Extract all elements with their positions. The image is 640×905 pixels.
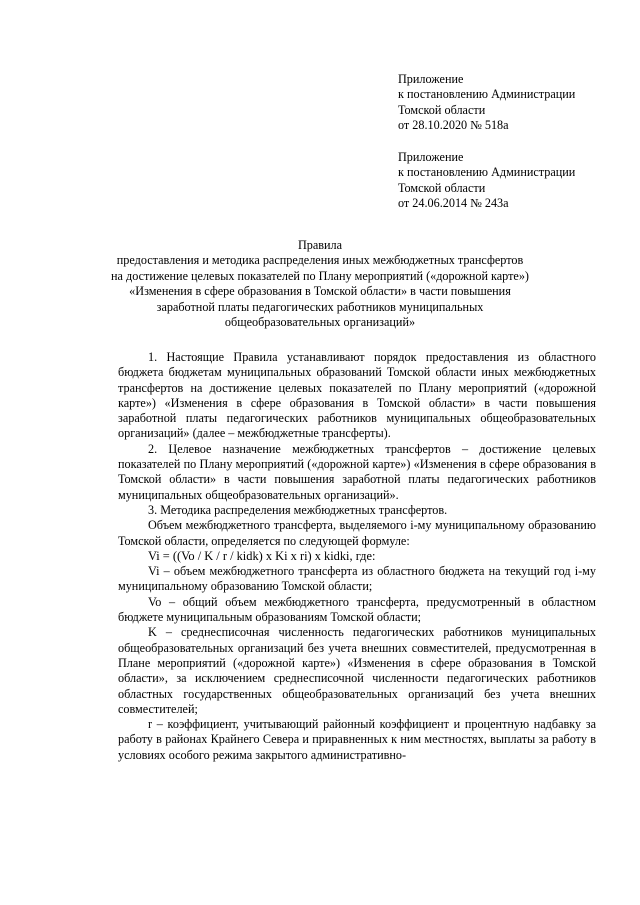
appendix-label: Приложение [398,150,464,164]
appendix-decree-ref: к постановлению Администрации [398,165,576,180]
formula-intro: Объем межбюджетного трансферта, выделяемого i-му муниципальному образованию Томской области, определяется по следующей формуле: [118,518,596,548]
appendix-region: Томской области [398,180,486,195]
definition-vo: Vo – общий объем межбюджетного трансферта, предусмотренный в областном бюджете муниципальным образованиям Томской области; [118,594,596,625]
document-title [100,238,540,330]
title-line: предоставления и методика распределения иных межбюджетных трансфертов [116,253,524,268]
definition-r: r – коэффициент, учитывающий районный коэффициент и процентную надбавку за работу в районах Крайнего Севера и приравненных к ним местностях, выплаты за работу в условиях особого режима закрытого административно- [118,717,596,762]
document-body [118,350,596,763]
title-line: «Изменения в сфере образования в Томской области» в части повышения [129,284,511,299]
distribution-formula: Vi = ((Vo / K / r / kidk) x Ki x ri) x kidki, где: [148,548,376,563]
appendix-region: Томской области [398,102,486,117]
appendix-decree-ref: к постановлению Администрации [398,87,576,102]
clause-1: 1. Настоящие Правила устанавливают порядок предоставления из областного бюджета бюджетам муниципальных образований Томской области иных межбюджетных трансфертов на достижение целевых показателей по Плану мероприятий («дорожной карте») «Изменения в сфере образования в Томской области» в части повышения заработной платы педагогических работников муниципальных общеобразовательных организаций» (далее – межбюджетные трансферты). [118,350,596,441]
appendix-date-number: от 24.06.2014 № 243а [398,196,509,211]
clause-2: 2. Целевое назначение межбюджетных трансфертов – достижение целевых показателей по Плану мероприятий («дорожной карте») «Изменения в сфере образования в Томской области» в части повышения заработной платы педагогических работников муниципальных общеобразовательных организаций». [118,441,596,502]
appendix-label: Приложение [398,72,464,86]
title-line: заработной платы педагогических работников муниципальных [156,299,484,314]
definition-k: K – среднесписочная численность педагогических работников муниципальных общеобразовательных организаций без учета внешних совместителей, предусмотренная в Плане мероприятий («дорожной карте») «Изменения в сфере образования в Томской области», за исключением среднесписочной численности педагогических работников областных государственных общеобразовательных организаций без учета внешних совместителей; [118,625,596,716]
definition-vi: Vi – объем межбюджетного трансферта из областного бюджета на текущий год i-му муниципальному образованию Томской области; [118,564,596,594]
clause-3: 3. Методика распределения межбюджетных трансфертов. [148,502,448,517]
appendix-date-number: от 28.10.2020 № 518а [398,118,509,133]
title-line: общеобразовательных организаций» [224,315,416,330]
appendix-block-2014 [398,150,575,212]
title-heading: Правила [297,238,343,252]
appendix-block-2020 [398,72,575,134]
title-line: на достижение целевых показателей по Плану мероприятий («дорожной карте») [111,268,529,283]
